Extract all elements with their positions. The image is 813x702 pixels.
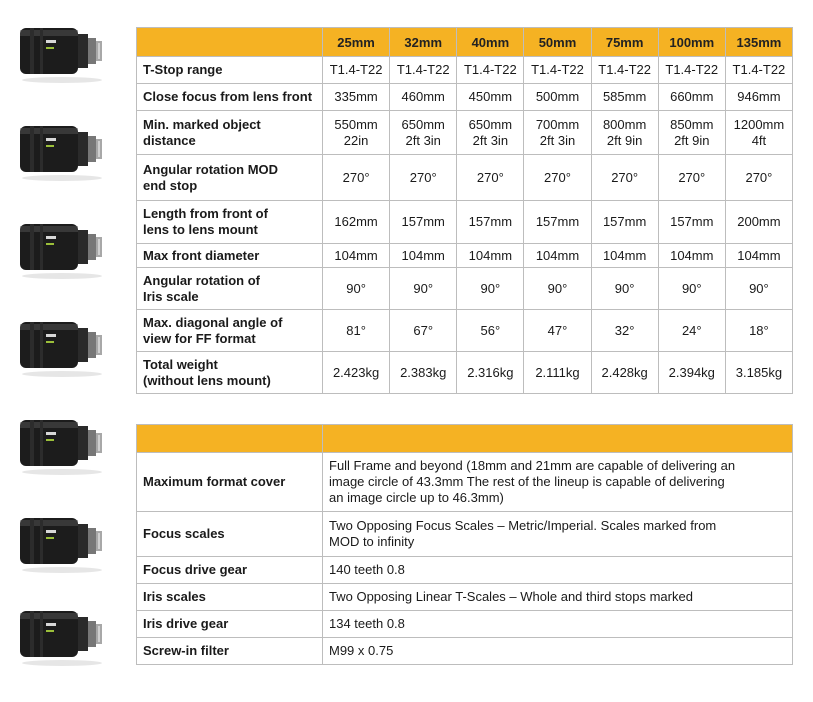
table-cell [323, 84, 390, 111]
cell-line: 32° [614, 322, 635, 338]
cell-line: 140 teeth 0.8 [329, 562, 405, 577]
table-cell [457, 244, 524, 268]
cell-line: 2.111kg [535, 364, 580, 380]
cell-line: Length from front of [143, 206, 268, 221]
table-cell [323, 584, 793, 611]
table-cell [658, 268, 725, 310]
table-cell [524, 111, 591, 155]
table-cell [457, 310, 524, 352]
table-row [137, 84, 793, 111]
cell-line: 2ft 9in [674, 132, 710, 148]
table-cell [725, 57, 792, 84]
cell-line: Angular rotation of [143, 272, 260, 288]
cell-line: 162mm [334, 214, 378, 229]
table-cell [457, 57, 524, 84]
cell-line: 104mm [468, 247, 513, 263]
table-cell [591, 310, 658, 352]
table-cell [457, 84, 524, 111]
cell-line: (without lens mount) [143, 372, 271, 388]
row-label: Screw-in filter [137, 638, 323, 665]
table-row [137, 244, 793, 268]
cell-line: 2.316kg [467, 364, 514, 380]
lens-image-3 [16, 218, 108, 280]
cell-line: Max front diameter [143, 247, 260, 263]
table-cell [323, 611, 793, 638]
table-cell [457, 111, 524, 155]
lens-image-2 [16, 120, 108, 182]
row-label: Iris drive gear [137, 611, 323, 638]
cell-line: 157mm [401, 214, 445, 229]
table-row [137, 557, 793, 584]
table-row [137, 201, 793, 244]
column-header: 32mm [390, 28, 457, 57]
cell-line: 660mm [670, 89, 714, 104]
table-cell [658, 201, 725, 244]
header-empty-cell [137, 425, 323, 453]
cell-line: Min. marked object [143, 116, 261, 132]
cell-line: 700mm [535, 116, 580, 132]
cell-line: 3.185kg [735, 364, 783, 380]
cell-line: 800mm [602, 116, 647, 132]
table-row [137, 155, 793, 201]
cell-line: T1.4-T22 [531, 62, 584, 77]
row-label [137, 57, 323, 84]
cell-line: Close focus from lens front [143, 89, 313, 104]
cell-line: Iris scale [143, 288, 199, 304]
cell-line: 157mm [670, 214, 714, 229]
table-cell [524, 310, 591, 352]
row-label [137, 111, 323, 155]
cell-line: 18° [749, 322, 769, 338]
cell-line: 946mm [737, 89, 781, 104]
header-empty-cell [323, 425, 793, 453]
cell-line: 104mm [670, 247, 714, 263]
table-header-row [137, 425, 793, 453]
table-cell [323, 453, 793, 512]
row-label [137, 155, 323, 201]
cell-line: 104mm [737, 247, 781, 263]
column-header: 75mm [591, 28, 658, 57]
cell-line: distance [143, 132, 196, 148]
cell-line: 47° [547, 322, 568, 338]
table-cell [323, 244, 390, 268]
table-cell [323, 310, 390, 352]
table-row [137, 310, 793, 352]
cell-line: 270° [409, 169, 437, 185]
cell-line: 500mm [535, 89, 580, 104]
cell-line: an image circle up to 46.3mm) [329, 490, 504, 505]
cell-line: end stop [143, 177, 198, 193]
cell-line: 81° [346, 322, 366, 338]
cell-line: 90° [413, 280, 434, 296]
cell-line: 22in [343, 132, 369, 148]
table-cell [725, 155, 792, 201]
row-label [137, 352, 323, 394]
row-label: Iris scales [137, 584, 323, 611]
table-cell [323, 201, 390, 244]
row-label [137, 201, 323, 244]
cell-line: 460mm [401, 89, 445, 104]
table-cell [323, 638, 793, 665]
table-cell [591, 244, 658, 268]
table-cell [658, 111, 725, 155]
cell-line: lens to lens mount [143, 222, 258, 237]
cell-line: 104mm [535, 247, 580, 263]
column-header: 50mm [524, 28, 591, 57]
table-cell [390, 310, 457, 352]
cell-line: 104mm [334, 247, 378, 263]
table-row [137, 453, 793, 512]
table-cell [390, 244, 457, 268]
table-cell [390, 268, 457, 310]
table-cell [658, 244, 725, 268]
cell-line: 585mm [602, 89, 647, 104]
table-cell [457, 268, 524, 310]
lens-image-6 [16, 512, 108, 574]
cell-line: 270° [611, 169, 639, 185]
table-row [137, 111, 793, 155]
cell-line: 1200mm [733, 116, 785, 132]
cell-line: T1.4-T22 [396, 62, 450, 77]
row-label [137, 310, 323, 352]
cell-line: 90° [681, 280, 702, 296]
cell-line: 104mm [602, 247, 647, 263]
column-header: 135mm [725, 28, 792, 57]
cell-line: 450mm [468, 89, 513, 104]
table-cell [725, 111, 792, 155]
table-cell [591, 155, 658, 201]
table-cell [725, 310, 792, 352]
table-cell [323, 111, 390, 155]
table-cell [725, 201, 792, 244]
row-label [137, 84, 323, 111]
lens-photo-column [0, 0, 125, 702]
cell-line: 550mm [334, 116, 378, 132]
table-cell [457, 155, 524, 201]
cell-line: 270° [745, 169, 773, 185]
table-cell [591, 111, 658, 155]
table-cell [524, 57, 591, 84]
cell-line: 157mm [535, 214, 580, 229]
row-label [137, 244, 323, 268]
table-cell [457, 201, 524, 244]
row-label: Focus drive gear [137, 557, 323, 584]
cell-line: T1.4-T22 [598, 62, 651, 77]
table-cell [658, 57, 725, 84]
cell-line: 90° [346, 280, 366, 296]
table-cell [390, 111, 457, 155]
cell-line: 2ft 3in [405, 132, 441, 148]
cell-line: 335mm [334, 89, 378, 104]
cell-line: 157mm [602, 214, 647, 229]
cell-line: 850mm [670, 116, 714, 132]
table-cell [323, 557, 793, 584]
cell-line: Full Frame and beyond (18mm and 21mm are capable of delivering an [329, 458, 736, 473]
table-header-row [137, 28, 793, 57]
cell-line: 2.423kg [332, 364, 380, 380]
table-row [137, 638, 793, 665]
cell-line: 270° [342, 169, 370, 185]
cell-line: Max. diagonal angle of [143, 314, 283, 330]
cell-line: 90° [547, 280, 568, 296]
cell-line: 2.428kg [601, 364, 648, 380]
table-cell [725, 84, 792, 111]
cell-line: T1.4-T22 [665, 62, 719, 77]
cell-line: 2ft 3in [472, 132, 509, 148]
table-cell [725, 268, 792, 310]
table-cell [524, 268, 591, 310]
cell-line: 2ft 9in [606, 132, 643, 148]
table-cell [323, 352, 390, 394]
table-row [137, 584, 793, 611]
lens-image-7 [16, 605, 108, 667]
table-cell [591, 57, 658, 84]
table-cell [390, 155, 457, 201]
cell-line: 90° [480, 280, 501, 296]
table-cell [591, 352, 658, 394]
cell-line: T-Stop range [143, 62, 223, 77]
table-cell [524, 84, 591, 111]
cell-line: image circle of 43.3mm The rest of the lineup is capable of delivering [329, 474, 725, 489]
cell-line: T1.4-T22 [463, 62, 517, 77]
table-cell [323, 512, 793, 557]
table-cell [323, 57, 390, 84]
table-cell [591, 201, 658, 244]
table-cell [725, 352, 792, 394]
cell-line: T1.4-T22 [732, 62, 786, 77]
cell-line: 650mm [468, 116, 513, 132]
table-row [137, 512, 793, 557]
table-cell [591, 268, 658, 310]
table-cell [457, 352, 524, 394]
table-cell [390, 352, 457, 394]
cell-line: 157mm [468, 214, 513, 229]
column-header: 40mm [457, 28, 524, 57]
table-cell [524, 155, 591, 201]
cell-line: 650mm [401, 116, 445, 132]
table-row [137, 57, 793, 84]
table-cell [591, 84, 658, 111]
table-cell [524, 244, 591, 268]
header-empty-cell [137, 28, 323, 57]
cell-line: 4ft [751, 132, 767, 148]
cell-line: 270° [544, 169, 571, 185]
cell-line: 270° [476, 169, 504, 185]
cell-line: Two Opposing Linear T-Scales – Whole and third stops marked [329, 589, 693, 604]
cell-line: 24° [681, 322, 702, 338]
row-label: Focus scales [137, 512, 323, 557]
cell-line: 56° [480, 322, 501, 338]
table-cell [658, 155, 725, 201]
lens-spec-table [136, 27, 793, 394]
cell-line: view for FF format [143, 330, 256, 346]
table-cell [524, 201, 591, 244]
cell-line: Total weight [143, 356, 218, 372]
row-label: Maximum format cover [137, 453, 323, 512]
table-cell [323, 155, 390, 201]
table-row [137, 611, 793, 638]
cell-line: 2.383kg [400, 364, 447, 380]
table-cell [658, 84, 725, 111]
table-row [137, 268, 793, 310]
table-cell [390, 57, 457, 84]
table-row [137, 352, 793, 394]
table-cell [390, 84, 457, 111]
general-spec-table [136, 424, 793, 665]
lens-image-5 [16, 414, 108, 476]
table-cell [323, 268, 390, 310]
table-cell [390, 201, 457, 244]
cell-line: 134 teeth 0.8 [329, 616, 405, 631]
cell-line: MOD to infinity [329, 534, 415, 549]
table-cell [524, 352, 591, 394]
cell-line: 90° [614, 280, 635, 296]
column-header: 25mm [323, 28, 390, 57]
cell-line: 2.394kg [668, 364, 715, 380]
cell-line: M99 x 0.75 [329, 643, 394, 658]
cell-line: 104mm [401, 247, 445, 263]
lens-image-1 [16, 22, 108, 84]
cell-line: 2ft 3in [539, 132, 576, 148]
table-cell [725, 244, 792, 268]
table-cell [658, 310, 725, 352]
cell-line: 67° [413, 322, 434, 338]
cell-line: 90° [749, 280, 769, 296]
row-label [137, 268, 323, 310]
table-cell [658, 352, 725, 394]
column-header: 100mm [658, 28, 725, 57]
cell-line: 200mm [737, 214, 781, 229]
cell-line: 270° [678, 169, 706, 185]
cell-line: T1.4-T22 [329, 62, 383, 77]
cell-line: Two Opposing Focus Scales – Metric/Imperial. Scales marked from [329, 518, 717, 533]
cell-line: Angular rotation MOD [143, 161, 279, 177]
lens-image-4 [16, 316, 108, 378]
